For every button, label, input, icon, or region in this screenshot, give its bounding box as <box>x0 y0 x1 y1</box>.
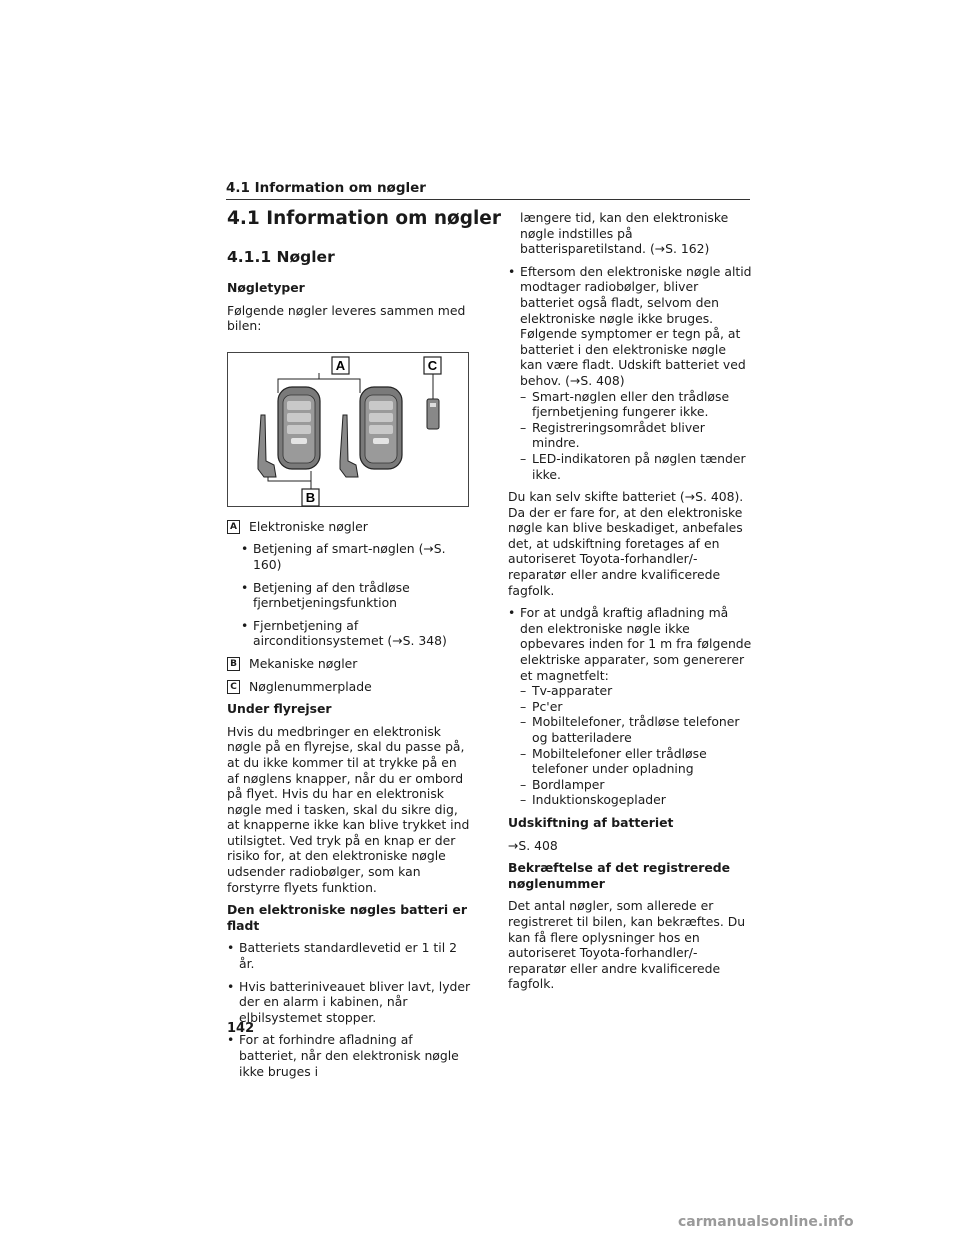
device-item: – Bordlamper <box>520 776 605 792</box>
list-item: • For at forhindre afladning af batteriet, når den elektronisk nøgle ikke bruges i <box>227 1032 471 1079</box>
mechanical-key-1-icon <box>258 415 276 477</box>
legend-c-text: Nøglenummerplade <box>249 678 372 694</box>
subheading-replacement: Udskiftning af batteriet <box>508 814 674 830</box>
right-column <box>508 210 752 999</box>
key-fob-2-icon <box>360 387 402 469</box>
subheading-battery: Den elektroniske nøgles batteri er fladt <box>227 902 467 933</box>
page-number: 142 <box>227 1021 255 1036</box>
chapter-title: 4.1 Information om nøgler <box>227 208 501 229</box>
device-item: – Tv-apparater <box>520 683 613 699</box>
section-title: 4.1.1 Nøgler <box>227 248 335 266</box>
subheading-confirm: Bekræftelse af det registrerede nøglenummer <box>508 860 731 891</box>
device-item: – Mobiltelefoner eller trådløse telefoner under opladning <box>520 745 707 777</box>
label-a-box <box>332 357 349 374</box>
list-item: • Fjernbetjening af airconditionsystemet (→S. 348) <box>241 618 471 649</box>
legend-a-letter: A <box>227 520 240 534</box>
label-b-box <box>302 489 319 506</box>
list-item: • Batteriets standardlevetid er 1 til 2 år. <box>227 940 471 971</box>
legend-b-text: Mekaniske nøgler <box>249 655 358 671</box>
list-item: • Eftersom den elektroniske nøgle altid modtager radiobølger, bliver batteriet også fladt, selvom den elektroniske nøgle ikke bruges. Følgende symptomer er tegn på, at batteriet i den elektroniske nøgle kan være fladt. Udskift batteriet ved behov. (→S. 408) <box>508 264 752 389</box>
key-fob-1-icon <box>278 387 320 469</box>
confirm-paragraph: Det antal nøgler, som allerede er registreret til bilen, kan bekræftes. Du kan få flere oplysninger hos en autoriseret Toyota-forhandler/-reparatør eller andre kvalificerede fagfolk. <box>508 898 746 992</box>
device-item: – Mobiltelefoner, trådløse telefoner og batteriladere <box>520 714 740 745</box>
legend-b <box>227 656 471 672</box>
device-item: – Induktionskogeplader <box>520 792 666 808</box>
replacement-reference[interactable]: →S. 408 <box>508 837 558 853</box>
legend-c <box>227 679 471 695</box>
header-rule <box>226 199 750 200</box>
left-column <box>227 208 501 1086</box>
subheading-flights: Under flyrejser <box>227 701 332 717</box>
legend-c-letter: C <box>227 680 240 694</box>
flights-paragraph: Hvis du medbringer en elektronisk nøgle på en flyrejse, skal du passe på, at du ikke kommer til at trykke på en af nøglens knapper, når du er ombord på flyet. Hvis du har en elektronisk nøgle med i tasken, skal du sikre dig, at knapperne ikke kan blive trykket ind utilsigtet. Ved tryk på en knap er der risiko for, at den elektroniske nøgle udsender radiobølger, som kan forstyrre flyets funktion. <box>227 723 470 895</box>
replace-paragraph: Du kan selv skifte batteriet (→S. 408). Da der er fare for, at den elektroniske nøgle kan blive beskadiget, anbefales det, at udskiftning foretages af en autoriseret Toyota-forhandler/-reparatør eller andre kvalificerede fagfolk. <box>508 489 744 598</box>
mechanical-key-2-icon <box>340 415 358 477</box>
label-c-box <box>424 357 441 374</box>
legend-a <box>227 519 471 535</box>
keys-illustration <box>228 353 470 508</box>
key-number-plate-icon <box>427 399 439 429</box>
device-list <box>508 683 752 808</box>
running-header: 4.1 Information om nøgler <box>226 180 426 196</box>
subheading-keytypes: Nøgletyper <box>227 280 305 295</box>
symptom-list <box>508 389 752 483</box>
symptom-item: – Registreringsområdet bliver mindre. <box>520 419 705 451</box>
symptom-item: – Smart-nøglen eller den trådløse fjernbetjening fungerer ikke. <box>520 388 730 420</box>
continued-paragraph: længere tid, kan den elektroniske nøgle indstilles på batterisparetilstand. (→S. 162) <box>520 210 729 257</box>
legend-a-text: Elektroniske nøgler <box>249 518 368 534</box>
label-b: B <box>305 489 316 505</box>
label-a: A <box>335 357 346 373</box>
legend-a-list <box>227 541 471 649</box>
intro-paragraph: Følgende nøgler leveres sammen med bilen: <box>227 302 466 334</box>
legend-b-letter: B <box>227 657 240 671</box>
watermark: carmanualsonline.info <box>678 1214 854 1230</box>
symptom-item: – LED-indikatoren på nøglen tænder ikke. <box>520 450 746 482</box>
label-c: C <box>427 357 438 373</box>
list-item: • Betjening af smart-nøglen (→S. 160) <box>241 541 471 572</box>
keys-figure <box>227 352 469 507</box>
device-item: – Pc'er <box>520 698 563 714</box>
list-item: • Betjening af den trådløse fjernbetjeningsfunktion <box>241 580 471 611</box>
list-item: • For at undgå kraftig afladning må den elektroniske nøgle ikke opbevares inden for 1 m fra følgende elektriske apparater, som genererer et magnetfelt: <box>508 605 752 683</box>
list-item: • Hvis batteriniveauet bliver lavt, lyder der en alarm i kabinen, når elbilsystemet stopper. <box>227 979 471 1026</box>
